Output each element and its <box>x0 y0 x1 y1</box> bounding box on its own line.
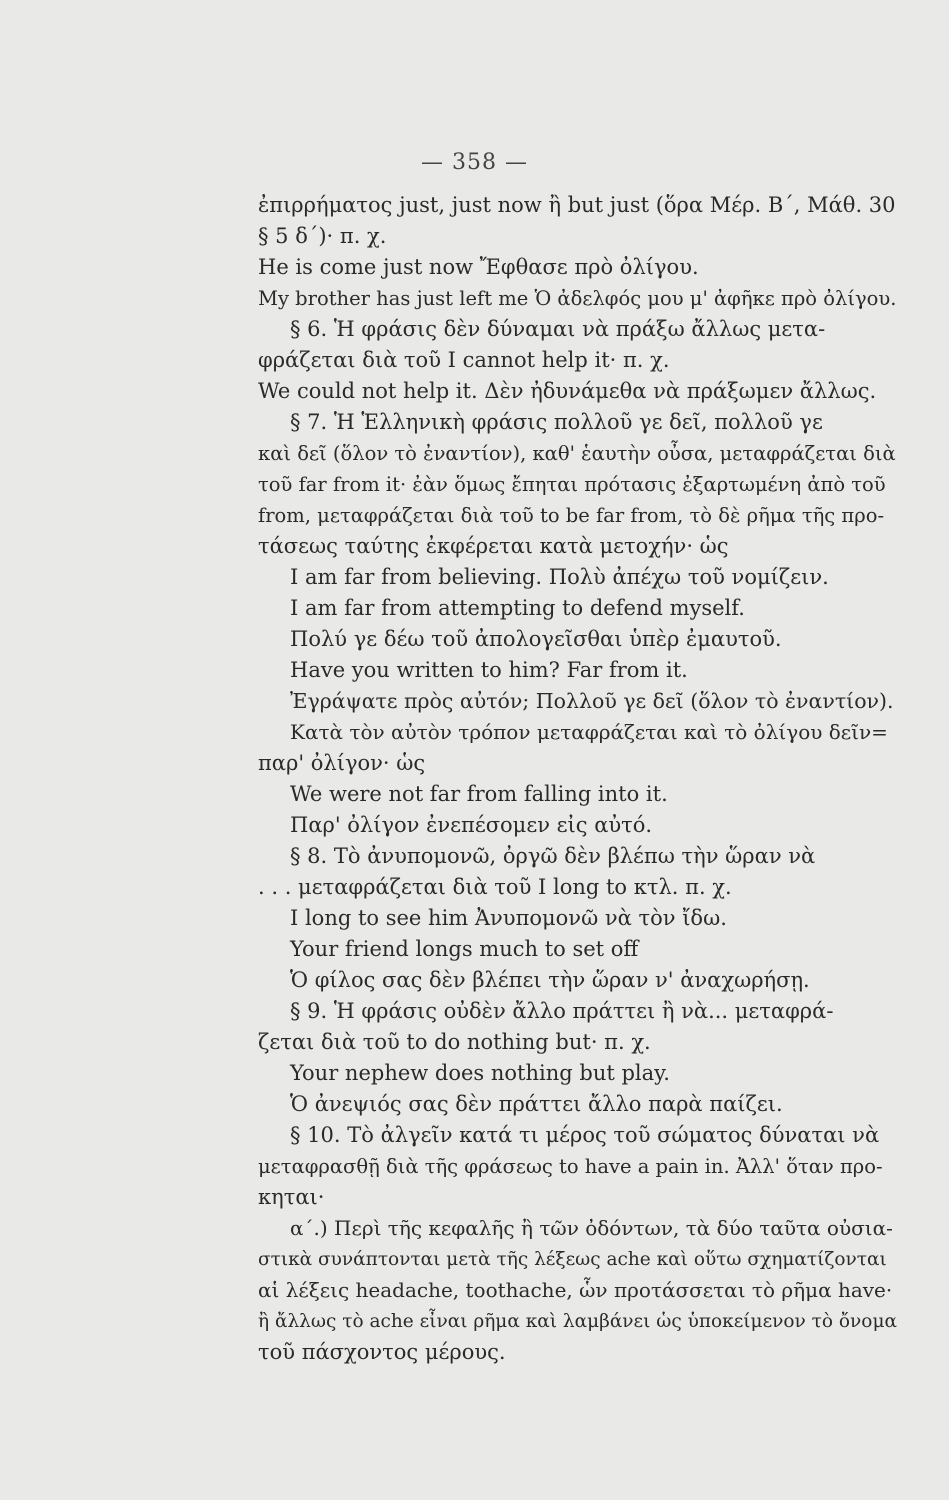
text-line: § 5 δ΄)· π. χ. <box>258 224 387 248</box>
text-line: § 7. Ἡ Ἑλληνικὴ φράσις πολλοῦ γε δεῖ, πολλοῦ γε <box>290 410 823 434</box>
text-line: Ὁ ἀνεψιός σας δὲν πράττει ἄλλο παρὰ παίζει. <box>290 1092 783 1116</box>
text-line: . . . μεταφράζεται διὰ τοῦ I long to κτλ. π. χ. <box>258 875 732 899</box>
text-line: § 9. Ἡ φράσις οὐδὲν ἄλλο πράττει ἢ νὰ... μεταφρά- <box>290 999 834 1023</box>
text-line: Your nephew does nothing but play. <box>290 1061 670 1085</box>
body-text <box>258 190 898 1368</box>
text-line: I am far from believing. Πολὺ ἀπέχω τοῦ νομίζειν. <box>290 565 829 589</box>
text-line: μεταφρασθῇ διὰ τῆς φράσεως to have a pain in. Ἀλλ' ὅταν προ- <box>258 1155 883 1178</box>
text-line: Ἐγράψατε πρὸς αὐτόν; Πολλοῦ γε δεῖ (ὅλον τὸ ἐναντίον). <box>290 689 894 713</box>
text-line: ζεται διὰ τοῦ to do nothing but· π. χ. <box>258 1030 651 1054</box>
text-line: from, μεταφράζεται διὰ τοῦ to be far from, τὸ δὲ ρῆμα τῆς προ- <box>258 504 885 527</box>
text-line: Κατὰ τὸν αὐτὸν τρόπον μεταφράζεται καὶ τὸ ὀλίγου δεῖν= <box>290 720 888 744</box>
text-line: Ὁ φίλος σας δὲν βλέπει τὴν ὥραν ν' ἀναχωρήσῃ. <box>290 968 810 992</box>
text-line: § 10. Τὸ ἀλγεῖν κατά τι μέρος τοῦ σώματος δύναται νὰ <box>290 1123 880 1147</box>
text-line: I am far from attempting to defend myself. <box>290 596 745 620</box>
text-line: I long to see him Ἀνυπομονῶ νὰ τὸν ἴδω. <box>290 906 727 930</box>
text-line: Your friend longs much to set off <box>290 937 639 961</box>
text-line: Πολύ γε δέω τοῦ ἀπολογεῖσθαι ὑπὲρ ἐμαυτοῦ. <box>290 627 782 651</box>
text-line: τάσεως ταύτης ἐκφέρεται κατὰ μετοχήν· ὡς <box>258 534 729 558</box>
text-line: αἱ λέξεις headache, toothache, ὧν προτάσσεται τὸ ρῆμα have· <box>258 1278 893 1302</box>
text-line: καὶ δεῖ (ὅλον τὸ ἐναντίον), καθ' ἑαυτὴν οὖσα, μεταφράζεται διὰ <box>258 442 896 465</box>
page-number: — 358 — <box>421 150 528 175</box>
text-line: Παρ' ὀλίγον ἐνεπέσομεν εἰς αὐτό. <box>290 813 653 837</box>
text-line: στικὰ συνάπτονται μετὰ τῆς λέξεως ache καὶ οὕτω σχηματίζονται <box>258 1249 887 1270</box>
text-line: κηται· <box>258 1185 325 1209</box>
text-line: παρ' ὀλίγον· ὡς <box>258 751 426 775</box>
text-line: Have you written to him? Far from it. <box>290 658 688 682</box>
text-line: He is come just now Ἔφθασε πρὸ ὀλίγου. <box>258 255 699 279</box>
text-line: § 8. Τὸ ἀνυπομονῶ, ὀργῶ δὲν βλέπω τὴν ὥραν νὰ <box>290 844 816 868</box>
text-line: ἐπιρρήματος just, just now ἢ but just (ὅρα Μέρ. Β΄, Μάθ. 30 <box>258 193 896 217</box>
text-line: My brother has just left me Ὁ ἀδελφός μου μ' ἀφῆκε πρὸ ὀλίγου. <box>258 287 897 310</box>
text-line: § 6. Ἡ φράσις δὲν δύναμαι νὰ πράξω ἄλλως μετα- <box>290 317 826 341</box>
text-line: We could not help it. Δὲν ἠδυνάμεθα νὰ πράξωμεν ἄλλως. <box>258 379 877 403</box>
text-line: We were not far from falling into it. <box>290 782 668 806</box>
text-line: α΄.) Περὶ τῆς κεφαλῆς ἢ τῶν ὀδόντων, τὰ δύο ταῦτα οὐσια- <box>290 1216 893 1240</box>
text-line: τοῦ far from it· ἐὰν ὅμως ἔπηται πρότασις ἐξαρτωμένη ἀπὸ τοῦ <box>258 473 886 496</box>
text-line: τοῦ πάσχοντος μέρους. <box>258 1340 506 1364</box>
text-line: φράζεται διὰ τοῦ I cannot help it· π. χ. <box>258 348 670 372</box>
text-line: ἢ ἄλλως τὸ ache εἶναι ρῆμα καὶ λαμβάνει ὡς ὑποκείμενον τὸ ὄνομα <box>258 1311 897 1332</box>
